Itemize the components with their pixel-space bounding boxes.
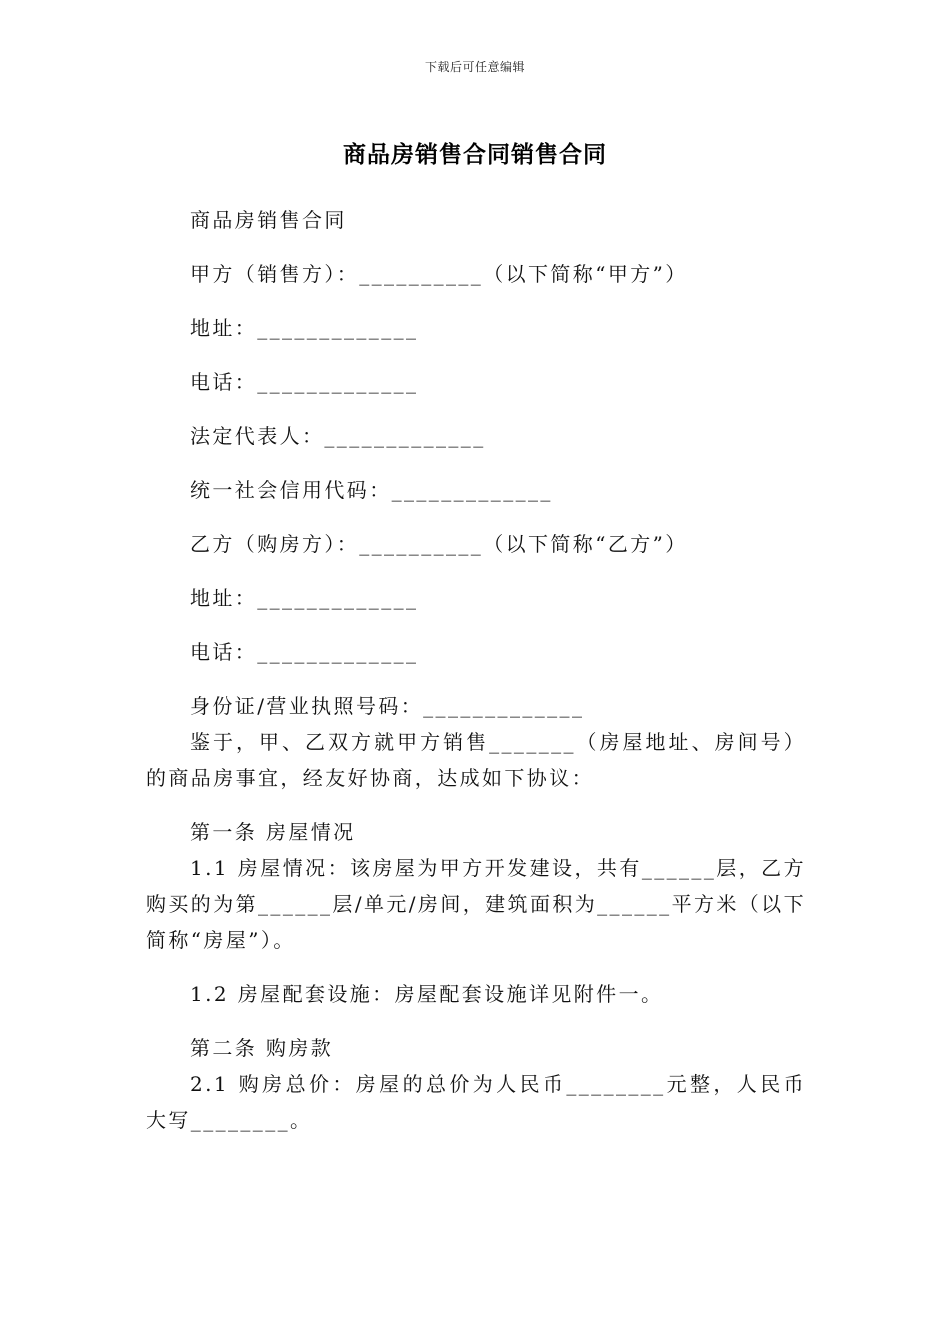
party-b-id-line: 身份证/营业执照号码：_____________ (190, 694, 585, 718)
article-2-heading: 第二条 购房款 (190, 1036, 334, 1060)
article-1-heading: 第一条 房屋情况 (190, 820, 356, 844)
party-a-line: 甲方（销售方）：__________（以下简称“甲方”） (190, 262, 688, 286)
clause-1-1: 1.1 房屋情况：该房屋为甲方开发建设，共有______层，乙方购买的为第______层/单元/房间，建筑面积为______平方米（以下简称“房屋”）。 (146, 856, 806, 952)
clause-2-1: 2.1 购房总价：房屋的总价为人民币________元整，人民币大写________。 (146, 1072, 806, 1132)
contract-body (146, 202, 806, 1138)
party-b-phone-line: 电话：_____________ (190, 640, 419, 664)
header-note: 下载后可任意编辑 (424, 60, 525, 74)
party-a-legal-rep-line: 法定代表人：_____________ (190, 424, 486, 448)
party-b-address-line: 地址：_____________ (190, 586, 419, 610)
party-b-line: 乙方（购房方）：__________（以下简称“乙方”） (190, 532, 688, 556)
party-a-credit-code-line: 统一社会信用代码：_____________ (190, 478, 553, 502)
contract-name-line: 商品房销售合同 (190, 208, 347, 232)
intro-paragraph: 鉴于，甲、乙双方就甲方销售_______（房屋地址、房间号）的商品房事宜，经友好协商，达成如下协议： (146, 730, 806, 790)
document-title: 商品房销售合同销售合同 (343, 142, 607, 168)
party-a-phone-line: 电话：_____________ (190, 370, 419, 394)
clause-1-2: 1.2 房屋配套设施：房屋配套设施详见附件一。 (190, 982, 664, 1006)
party-a-address-line: 地址：_____________ (190, 316, 419, 340)
